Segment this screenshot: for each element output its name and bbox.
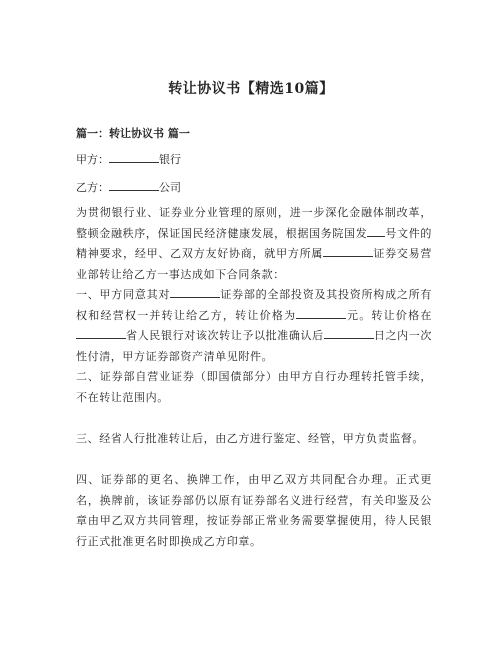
text-span: 为贯彻银行业、证券业分业管理的原则，进一步深化金融体制改革，整顿金融秩序，保证国民经济健康发展，根据国务院国发 [76, 206, 432, 240]
text-span: 元。转让价格在 [346, 308, 432, 322]
text-span: 证券部的全部投资及其投资所构成之所有权和经营权一并转让给乙方，转让价格为 [76, 288, 432, 322]
blank-field [296, 307, 346, 319]
blank-field [109, 179, 159, 191]
party-b-line [76, 179, 181, 195]
blank-field [323, 245, 373, 257]
blank-field [170, 286, 220, 298]
party-b-suffix: 公司 [159, 181, 181, 194]
text-span: 日之内一次性付清，甲方证券部资产清单见附件。 [76, 329, 433, 363]
party-a-line [76, 151, 181, 167]
party-b-label: 乙方： [76, 181, 109, 194]
text-span: 证券交易营业部转让给乙方一事达成如下合同条款： [76, 247, 433, 281]
paragraph-clause-1 [76, 285, 432, 367]
blank-field [324, 327, 374, 339]
paragraph-preamble [76, 203, 432, 285]
party-a-suffix: 银行 [159, 153, 181, 166]
text-span: 号文件的精神要求，经甲、乙双方友好协商，就甲方所属 [76, 226, 432, 260]
text-span: 一、甲方同意其对 [76, 288, 171, 301]
blank-field [76, 327, 126, 339]
blank-field [367, 225, 385, 237]
paragraph-clause-4: 四、证券部的更名、换牌工作，由甲乙双方共同配合办理。正式更名，换牌前，该证券部仍以原有证券部名义进行经营，有关印鉴及公章由甲乙双方共同管理，按证券部正常业务需要掌握使用，待人民银行正式批准更名时即换成乙方印章。 [76, 473, 432, 548]
document-title: 转让协议书【精选10篇】 [168, 81, 334, 97]
paragraph-clause-2: 二、证券部自营业证券（即国债部分）由甲方自行办理转托管手续，不在转让范围内。 [76, 370, 432, 404]
section-heading: 篇一：转让协议书 篇一 [76, 127, 190, 140]
blank-field [109, 151, 159, 163]
paragraph-clause-3: 三、经省人行批准转让后，由乙方进行鉴定、经管，甲方负责监督。 [76, 432, 424, 445]
text-span: 省人民银行对该次转让予以批准确认后 [126, 329, 324, 342]
party-a-label: 甲方： [76, 153, 109, 166]
